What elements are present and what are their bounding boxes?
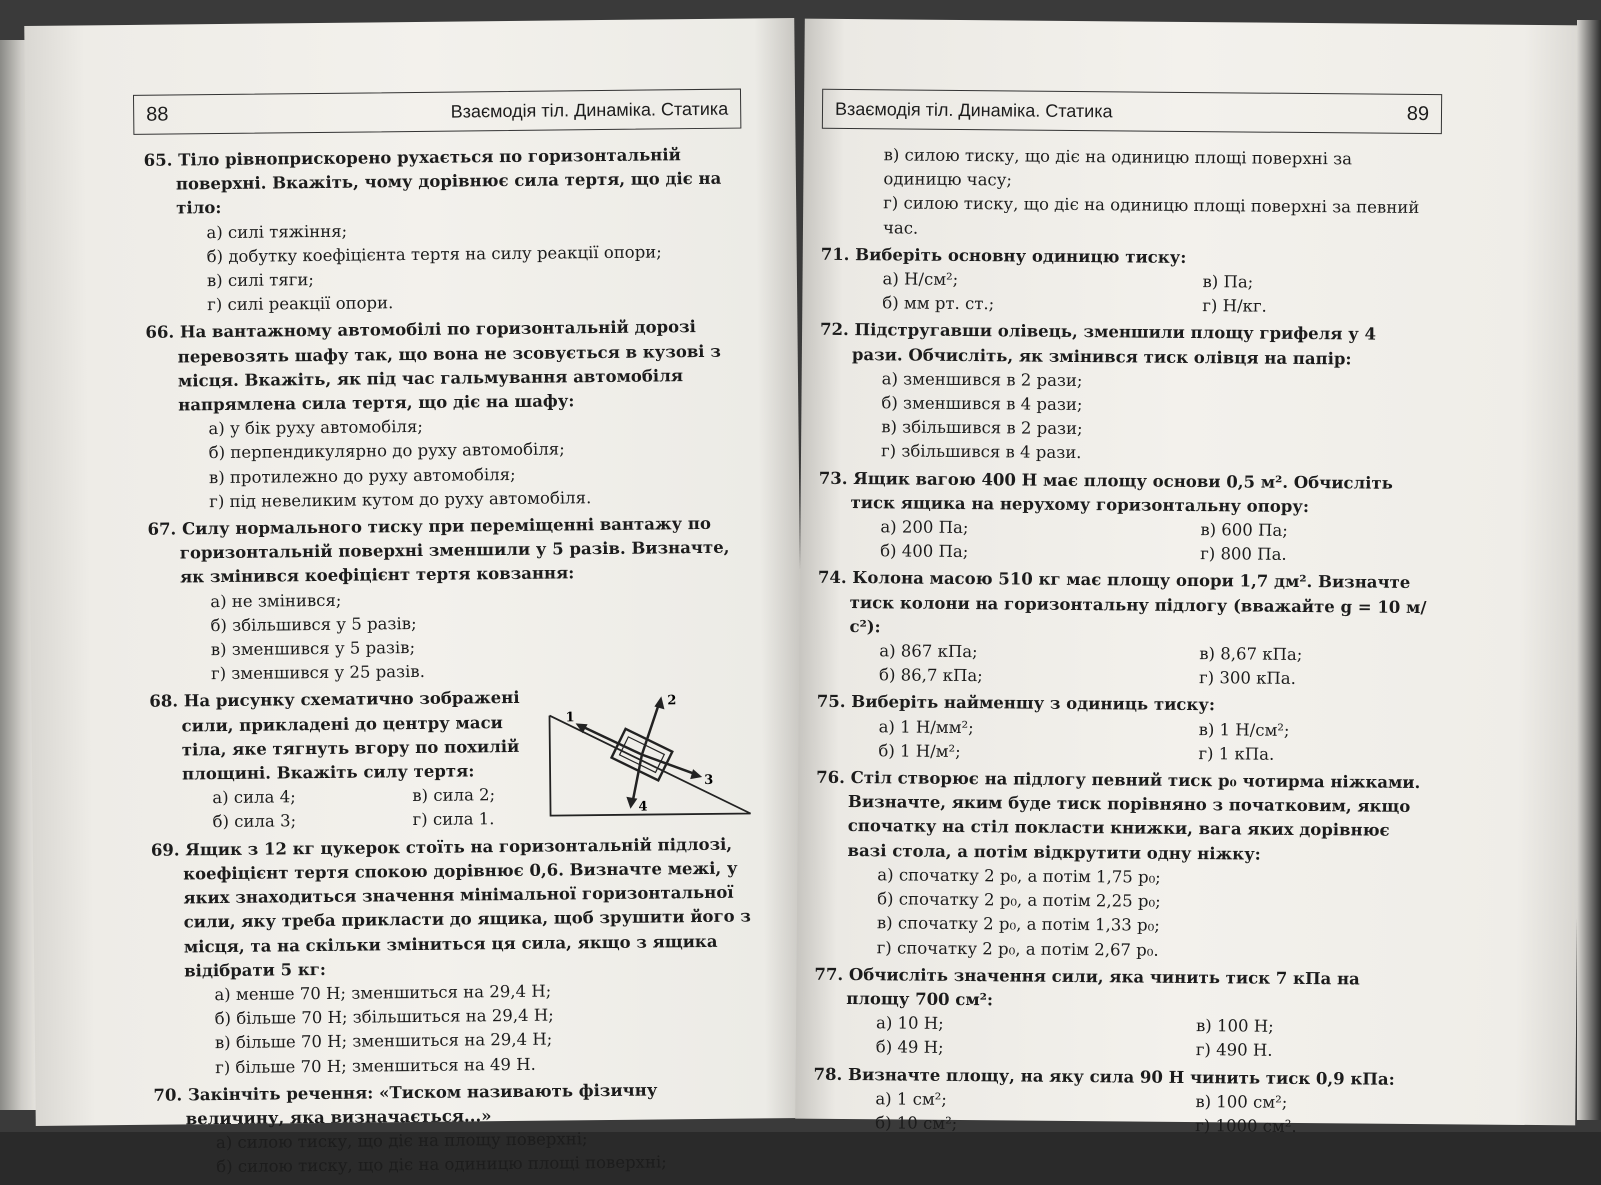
option: а) у бік руху автомобіля;	[208, 417, 423, 439]
question-70-continuation	[821, 143, 1434, 245]
option: в) силою тиску, що діє на одиницю площі поверхні за одиницю часу;	[883, 145, 1353, 190]
question-text: Виберіть основну одиницю тиску:	[855, 244, 1187, 267]
question-74: 74. Колона масою 510 кг має площу опори 1,7 дм². Визначте тиск колони на горизонтальну підлогу (вважайте g = 10 м/с²): а) 867 кПа; в) 8,67 кПа; б) 86,7 кПа; г) 300 кПа.	[817, 566, 1430, 692]
arrowhead-2	[654, 697, 664, 710]
option: г) 1000 см².	[1195, 1115, 1297, 1136]
question-78: 78. Визначте площу, на яку сила 90 Н чинить тиск 0,9 кПа: а) 1 см²; в) 100 см²; б) 10 см²; г) 1000 см².	[813, 1062, 1426, 1140]
option: б) 49 Н;	[875, 1037, 944, 1058]
running-title: Взаємодія тіл. Динаміка. Статика	[450, 98, 729, 122]
question-65: 65. Тіло рівноприскорено рухається по горизонтальній поверхні. Вкажіть, чому дорівнює сила тертя, що діє на тіло: а) силі тяжіння; б) добутку коефіцієнта тертя на силу реакції опори; в) силі тяги; г) силі реакції опори.	[144, 143, 746, 319]
option: а) 867 кПа;	[879, 641, 978, 662]
option: б) зменшився в 4 рази;	[881, 393, 1083, 415]
question-73: 73. Ящик вагою 400 Н має площу основи 0,5 м². Обчисліть тиск ящика на нерухому горизонтальну опору: а) 200 Па; в) 600 Па; б) 400 Па; г) 800 Па.	[818, 466, 1431, 568]
option: г) Н/кг.	[1202, 296, 1267, 316]
option: б) збільшився у 5 разів;	[210, 613, 417, 636]
page-header-left	[133, 89, 741, 135]
force-label-3: 3	[704, 773, 714, 789]
question-75: 75. Виберіть найменшу з одиниць тиску: а) 1 Н/мм²; в) 1 Н/см²; б) 1 Н/м²; г) 1 кПа.	[816, 690, 1429, 768]
force-label-4: 4	[638, 800, 648, 816]
option: г) 1 кПа.	[1198, 743, 1275, 764]
option: а) 1 Н/мм²;	[878, 716, 974, 737]
question-77: 77. Обчисліть значення сили, яка чинить тиск 7 кПа на площу 700 см²: а) 10 Н; в) 100 Н; б) 49 Н; г) 490 Н.	[814, 962, 1427, 1064]
option: б) сила 3;	[212, 811, 297, 832]
option: б) спочатку 2 p₀, а потім 2,25 p₀;	[877, 889, 1161, 911]
force-label-2: 2	[667, 693, 677, 709]
option: в) сила 2;	[412, 785, 496, 806]
option-grid	[817, 639, 1429, 693]
option: а) зменшився в 2 рази;	[881, 369, 1083, 390]
question-text: Підстругавши олівець, зменшили площу грифеля у 4 рази. Обчисліть, як змінився тиск олівця на папір:	[851, 320, 1377, 369]
option: б) більше 70 Н; збільшиться на 29,4 Н;	[214, 1005, 554, 1029]
option: б) 10 см²;	[875, 1113, 958, 1133]
option-grid	[818, 515, 1430, 569]
option: в) зменшився у 5 разів;	[210, 638, 416, 660]
inclined-plane-figure	[519, 684, 760, 827]
option: в) силі тяги;	[206, 270, 314, 291]
option: а) Н/см²;	[882, 269, 959, 289]
page-left	[24, 18, 805, 1177]
question-text: Обчисліть значення сили, яка чинить тиск 7 кПа на площу 700 см²:	[846, 964, 1360, 1010]
question-text: Виберіть найменшу з одиниць тиску:	[851, 692, 1216, 715]
page-right	[795, 19, 1585, 1136]
question-text: На вантажному автомобілі по горизонтальній дорозі перевозять шафу так, що вона не зсовується в кузові з місця. Вкажіть, як під час гальмування автомобіля напрямлена сила тертя, що діє на шафу:	[177, 317, 721, 415]
force-arrow-2	[641, 703, 660, 755]
option: г) 800 Па.	[1200, 544, 1287, 565]
question-71: 71. Виберіть основну одиницю тиску: а) Н/см²; в) Па; б) мм рт. ст.; г) Н/кг.	[820, 243, 1433, 321]
option: а) менше 70 Н; зменшиться на 29,4 Н;	[214, 981, 552, 1005]
option: в) збільшився в 2 рази;	[881, 417, 1083, 439]
question-text: Визначте площу, на яку сила 90 Н чинить тиск 0,9 кПа:	[847, 1064, 1395, 1089]
option: б) добутку коефіцієнта тертя на силу реакції опори;	[206, 242, 662, 266]
question-text: На рисунку схематично зображені сили, прикладені до центру маси тіла, яке тягнуть вгору по похилій площині. Вкажіть силу тертя:	[181, 688, 520, 784]
question-text: Колона масою 510 кг має площу опори 1,7 дм². Визначте тиск колони на горизонтальну підлогу (вважайте g = 10 м/с²):	[849, 568, 1427, 637]
option: а) 1 см²;	[875, 1088, 947, 1109]
option: б) 400 Па;	[880, 541, 969, 562]
question-text: Ящик вагою 400 Н має площу основи 0,5 м². Обчисліть тиск ящика на нерухому горизонтальну опору:	[850, 468, 1393, 516]
question-69: 69. Ящик з 12 кг цукерок стоїть на горизонтальній підлозі, коефіцієнт тертя спокою дорівнює 0,6. Визначте межі, у яких знаходиться значення мінімальної горизонтальної сили, яку треба прикласти до ящика, щоб зрушити його з місця, та на скільки зміниться ця сила, якщо з ящика відібрати 5 кг: а) менше 70 Н; зменшиться на 29,4 Н; б) більше 70 Н; збільшиться на 29,4 Н; в) більше 70 Н; зменшиться на 29,4 Н; г) більше 70 Н; зменшиться на 49 Н.	[151, 832, 754, 1080]
option: в) Па;	[1202, 272, 1254, 292]
force-arrow-1	[580, 725, 642, 756]
question-66: 66. На вантажному автомобілі по горизонтальній дорозі перевозять шафу так, що вона не зсовується в кузові з місця. Вкажіть, як під час гальмування автомобіля напрямлена сила тертя, що діє на шафу: а) у бік руху автомобіля; б) перпендикулярно до руху автомобіля; в) протилежно до руху автомобіля; г) під невеликим кутом до руху автомобіля.	[145, 315, 747, 515]
arrowhead-4	[626, 797, 637, 809]
question-text: Ящик з 12 кг цукерок стоїть на горизонтальній підлозі, коефіцієнт тертя спокою дорівнює 0,6. Визначте межі, у яких знаходиться значення мінімальної горизонтальної сили, яку треба прикласти до ящика, щоб зрушити його з місця, та на скільки зміниться ця сила, якщо з ящика відібрати 5 кг:	[183, 834, 752, 981]
book-edge-right	[1577, 20, 1601, 1120]
option-grid	[814, 1011, 1426, 1065]
option: г) сила 1.	[412, 809, 495, 830]
option: в) 1 Н/см²;	[1198, 719, 1290, 740]
question-72: 72. Підстругавши олівець, зменшили площу грифеля у 4 рази. Обчисліть, як змінився тиск олівця на папір: а) зменшився в 2 рази; б) зменшився в 4 рази; в) збільшився в 2 рази; г) збільшився в 4 рази.	[819, 318, 1432, 469]
option: а) спочатку 2 p₀, а потім 1,75 p₀;	[877, 865, 1161, 887]
option: а) не змінився;	[210, 590, 342, 611]
question-68: 68. На рисунку схематично зображені сили, прикладені до центру маси тіла, яке тягнуть вгору по похилій площині. Вкажіть силу тертя: а) сила 4; в) сила 2; б) сила 3; г) сила 1. 1 2 3 4	[149, 684, 750, 835]
page-number: 88	[146, 103, 169, 126]
force-label-1: 1	[565, 710, 575, 726]
option: в) 100 Н;	[1195, 1016, 1274, 1036]
option: б) силою тиску, що діє на одиницю площі поверхні;	[216, 1152, 667, 1177]
option-grid	[820, 267, 1432, 321]
option: г) більше 70 Н; зменшиться на 49 Н.	[215, 1054, 536, 1077]
question-text: Закінчіть речення: «Тиском називають фізичну величину, яка визначається...»	[185, 1080, 658, 1129]
question-70: 70. Закінчіть речення: «Тиском називають фізичну величину, яка визначається...» а) силою тиску, що діє на площу поверхні; б) силою тиску, що діє на одиницю площі поверхні;	[153, 1077, 754, 1180]
question-text: Силу нормального тиску при переміщенні вантажу по горизонтальній поверхні зменшили у 5 разів. Визначте, як змінився коефіцієнт тертя ковзання:	[179, 513, 730, 587]
option: б) 86,7 кПа;	[879, 665, 983, 686]
option: в) протилежно до руху автомобіля;	[208, 464, 516, 487]
page-content-right	[813, 143, 1434, 1143]
option: б) 1 Н/м²;	[878, 741, 961, 761]
option: б) перпендикулярно до руху автомобіля;	[208, 439, 565, 463]
option: г) 490 Н.	[1195, 1040, 1273, 1061]
option: г) спочатку 2 p₀, а потім 2,67 p₀.	[876, 937, 1159, 960]
option: в) більше 70 Н; зменшиться на 29,4 Н;	[214, 1029, 553, 1053]
option: а) 200 Па;	[880, 517, 969, 538]
option: г) збільшився в 4 рази.	[880, 441, 1082, 463]
option: а) силі тяжіння;	[206, 221, 348, 242]
option: в) 8,67 кПа;	[1199, 644, 1303, 665]
question-76: 76. Стіл створює на підлогу певний тиск p₀ чотирма ніжками. Визначте, яким буде тиск порівняно з початковим, якщо спочатку на стіл покласти книжки, вага яких дорівнює вазі стола, а потім відкрутити одну ніжку: а) спочатку 2 p₀, а потім 1,75 p₀; б) спочатку 2 p₀, а потім 2,25 p₀; в) спочатку 2 p₀, а потім 1,33 p₀; г) спочатку 2 p₀, а потім 2,67 p₀.	[815, 766, 1429, 965]
page-number: 89	[1406, 102, 1430, 125]
page-content-left	[144, 143, 755, 1184]
option: в) спочатку 2 p₀, а потім 1,33 p₀;	[876, 913, 1160, 936]
question-text: Тіло рівноприскорено рухається по горизонтальній поверхні. Вкажіть, чому дорівнює сила тертя, що діє на тіло:	[175, 145, 722, 218]
option-grid	[813, 1086, 1425, 1140]
option: г) 300 кПа.	[1198, 668, 1297, 689]
question-67: 67. Силу нормального тиску при переміщенні вантажу по горизонтальній поверхні зменшили у 5 разів. Визначте, як змінився коефіцієнт тертя ковзання: а) не змінився; б) збільшився у 5 разів; в) зменшився у 5 разів; г) зменшився у 25 разів.	[147, 512, 749, 688]
option-grid	[816, 714, 1428, 768]
arrowhead-3	[690, 769, 702, 779]
question-text: Стіл створює на підлогу певний тиск p₀ чотирма ніжками. Визначте, яким буде тиск порівняно з початковим, якщо спочатку на стіл покласти книжки, вага яких дорівнює вазі стола, а потім відкрутити одну ніжку:	[847, 768, 1421, 864]
option: г) силі реакції опори.	[207, 293, 394, 315]
option: а) силою тиску, що діє на площу поверхні;	[215, 1129, 588, 1153]
option: г) силою тиску, що діє на одиницю площі поверхні за певний час.	[882, 193, 1420, 238]
option: г) зменшився у 25 разів.	[210, 662, 426, 684]
option: а) 10 Н;	[875, 1013, 944, 1033]
option: а) сила 4;	[212, 787, 296, 808]
page-header-right	[822, 89, 1442, 134]
option: г) під невеликим кутом до руху автомобіля.	[209, 487, 592, 511]
option: в) 100 см²;	[1195, 1091, 1288, 1112]
running-title: Взаємодія тіл. Динаміка. Статика	[834, 98, 1113, 121]
option: в) 600 Па;	[1200, 520, 1288, 540]
option: б) мм рт. ст.;	[882, 293, 995, 314]
